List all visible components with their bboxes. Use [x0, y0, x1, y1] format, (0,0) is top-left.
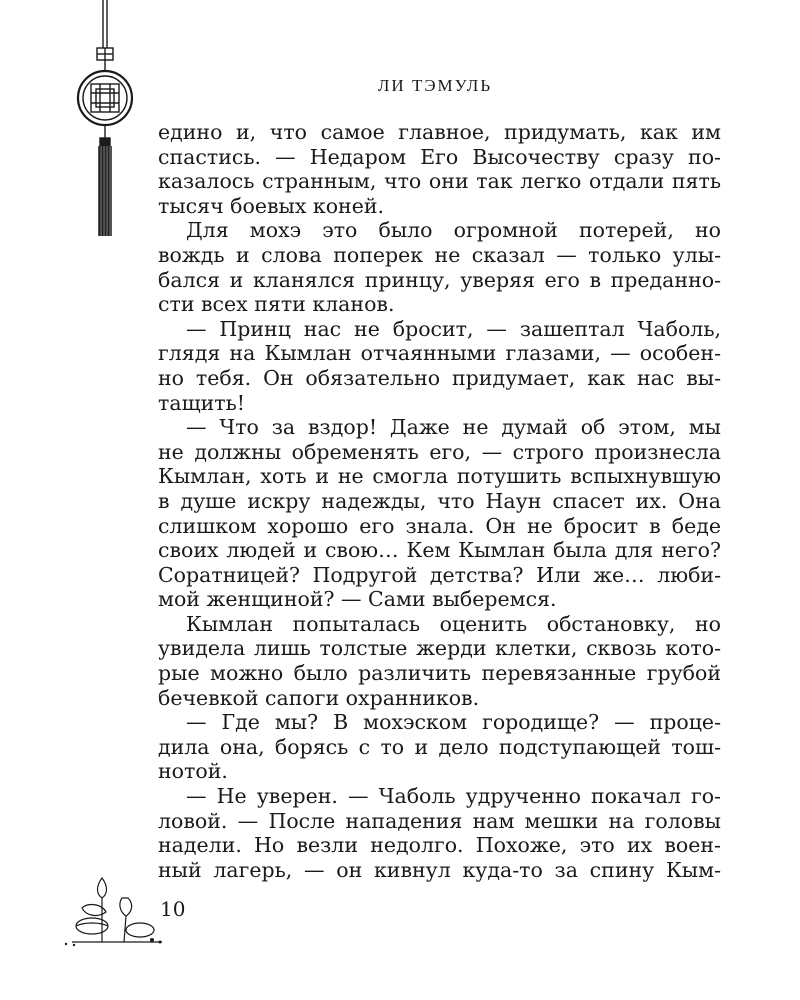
text-line: ловой. — После нападения нам мешки на головы	[158, 808, 721, 833]
text-line: казалось странным, что они так легко отдали пять	[158, 169, 721, 194]
text-line: Для мохэ это было огромной потерей, но	[186, 218, 721, 243]
text-line: но тебя. Он обязательно придумает, как нас вы-	[158, 365, 721, 390]
text-line: в душе искру надежды, что Наун спасет их. Она	[158, 488, 721, 513]
text-line: бечевкой сапоги охранников.	[158, 685, 480, 710]
page-number: 10	[160, 897, 186, 921]
running-head: ЛИ ТЭМУЛЬ	[377, 76, 493, 95]
text-line: дила она, борясь с то и дело подступающей тош-	[158, 734, 721, 759]
body-text	[158, 120, 721, 882]
text-line: увидела лишь толстые жерди клетки, сквозь кото-	[158, 636, 721, 661]
text-line: Кымлан попыталась оценить обстановку, но	[186, 611, 721, 636]
text-line: бался и кланялся принцу, уверяя его в преданно-	[158, 267, 721, 292]
text-line: не должны обременять его, — строго произнесла	[158, 439, 721, 464]
text-line: Кымлан, хоть и не смогла потушить вспыхнувшую	[158, 464, 721, 489]
text-line: — Не уверен. — Чаболь удрученно покачал го-	[186, 784, 721, 809]
text-line: тысяч боевых коней.	[158, 193, 385, 218]
text-line: спастись. — Недаром Его Высочеству сразу по-	[158, 144, 721, 169]
text-line: сти всех пяти кланов.	[158, 292, 395, 317]
text-line: тащить!	[158, 390, 246, 415]
text-line: надели. Но везли недолго. Похоже, это их воен-	[158, 833, 721, 858]
text-line: глядя на Кымлан отчаянными глазами, — особен-	[158, 341, 721, 366]
text-line: Соратницей? Подругой детства? Или же… люби-	[158, 562, 721, 587]
text-line: нотой.	[158, 759, 228, 784]
text-line: своих людей и свою… Кем Кымлан была для него?	[158, 538, 721, 563]
text-line: — Где мы? В мохэском городище? — проце-	[186, 710, 721, 735]
text-line: вождь и слова поперек не сказал — только улы-	[158, 242, 721, 267]
hanging-knot-ornament-icon	[70, 0, 140, 240]
text-line: слишком хорошо его знала. Он не бросит в беде	[158, 513, 721, 538]
text-line: — Что за вздор! Даже не думай об этом, мы	[186, 415, 721, 440]
text-line: мой женщиной? — Сами выберемся.	[158, 587, 557, 612]
text-line: рые можно было различить перевязанные грубой	[158, 661, 721, 686]
text-line: — Принц нас не бросит, — зашептал Чаболь,	[186, 316, 721, 341]
text-line: ный лагерь, — он кивнул куда-то за спину Кым-	[158, 857, 721, 882]
text-line: едино и, что самое главное, придумать, как им	[158, 120, 721, 144]
lotus-illustration-icon	[62, 868, 172, 948]
